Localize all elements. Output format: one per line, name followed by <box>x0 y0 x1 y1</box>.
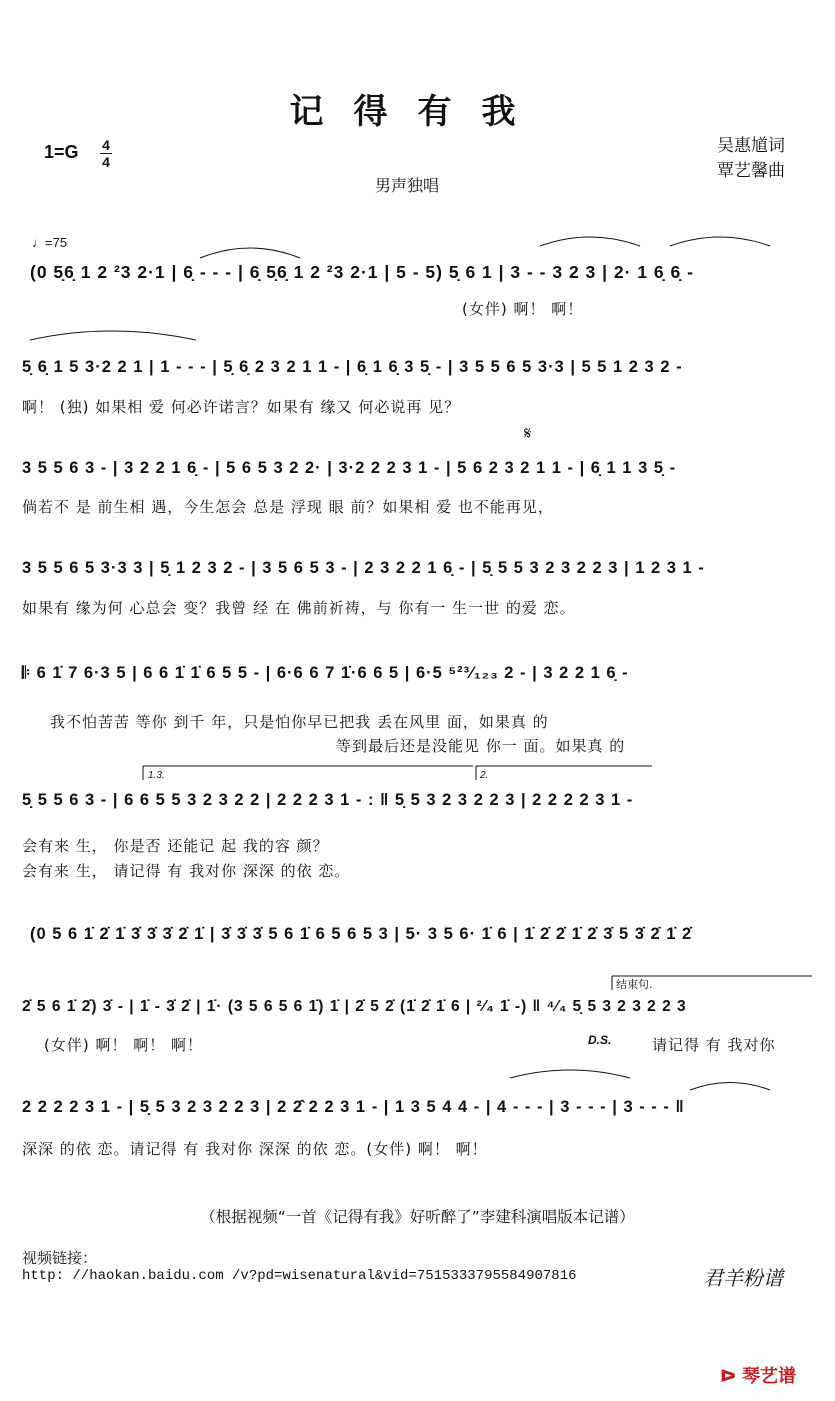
ending-2: 2. <box>480 770 489 781</box>
lyrics-row-6-verse-1: 会有来 生， 你是否 还能记 起 我的容 颜？ <box>22 837 329 855</box>
notation-row-5: 𝄆 6 1̇ 7 6·3 5 | 6 6 1̇ 1̇ 6 5 5 - | 6·6 6 7 1̇·6 6 5 | 6·5 ⁵²³⁄₁₂₃ 2 - | 3 2 2 1 6̣ - <box>22 664 629 682</box>
notation-row-3: 3 5 5 6 3 - | 3 2 2 1 6̣ - | 5 6 5 3 2 2· | 3·2 2 2 3 1 - | 5 6 2 3 2 1 1 - | 6̣ 1 1 3 5̣ - <box>22 459 677 477</box>
lyricist: 吴惠馗词 <box>717 136 785 156</box>
notation-row-4: 3 5 5 6 5 3·3 3 | 5̣ 1 2 3 2 - | 3 5 6 5 3 - | 2 3 2 2 1 6̣ - | 5̣ 5 5 3 2 3 2 2 3 | 1 2 3 1 - <box>22 559 705 577</box>
notation-row-6: 5̣ 5 5 6 3 - | 6 6 5 5 3 2 3 2 2 | 2 2 2 3 1 - : ‖ 5̣ 5 3 2 3 2 2 3 | 2 2 2 2 3 1 - <box>22 791 634 809</box>
lyrics-row-8: (女伴) 啊！ 啊！ 啊！ <box>44 1036 204 1054</box>
segno-icon: 𝄋 <box>524 424 532 444</box>
source-note: （根据视频“一首《记得有我》好听醉了”李建科演唱版本记谱） <box>200 1208 635 1226</box>
lyrics-row-5-verse-2: 等到最后还是没能见 你一 面。如果真 的 <box>336 737 626 755</box>
lyrics-row-1: (女伴) 啊！ 啊！ <box>462 300 584 318</box>
time-sig-bottom: 4 <box>102 154 110 170</box>
key-signature: 1=G <box>44 142 79 162</box>
lyrics-row-3: 倘若不 是 前生相 遇，今生怎会 总是 浮现 眼 前？如果相 爱 也不能再见， <box>22 498 554 516</box>
score-title: 记得有我 <box>289 92 546 132</box>
lyrics-row-9: 深深 的依 恋。请记得 有 我对你 深深 的依 恋。(女伴) 啊！ 啊！ <box>22 1140 488 1158</box>
notation-row-8: 2̇ 5 6 1̇ 2̇) 3̇ - | 1̇ - 3̇ 2̇ | 1̇· (3 5 6 5 6 1̇) 1̇ | 2̇ 5 2̇ (1̇ 2̇ 1̇ 6 | ²⁄₄ 1̇ -) ‖ ⁴⁄₄ 5̣ 5 3 2 3 2 2 3 <box>22 998 687 1015</box>
composer: 覃艺馨曲 <box>717 161 785 181</box>
notation-row-7: (0 5 6 1̇ 2̇ 1̇ 3̇ 3̇ 3̇ 2̇ 1̇ | 3̇ 3̇ 3̇ 5 6 1̇ 6 5 6 5 3 | 5· 3 5 6· 1̇ 6 | 1̇ 2̇ 2̇ 1̇ 2̇ 3̇ 5 3̇ 2̇ 1̇ 2̇ <box>30 925 693 943</box>
coda-label: 结束句. <box>616 978 653 991</box>
lyrics-row-4: 如果有 缘为何 心总会 变？我曾 经 在 佛前祈祷，与 你有一 生一世 的爱 恋。 <box>22 599 576 617</box>
voice-type: 男声独唱 <box>375 176 440 195</box>
notation-row-1: (0 5̣6̣ 1 2 ²3 2·1 | 6̣ - - - | 6̣ 5̣6̣ 1 2 ²3 2·1 | 5 - 5) 5̣ 6 1 | 3 - - 3 2 3 | 2· 1 6̣ 6̣ - <box>30 262 694 282</box>
video-link-label: 视频链接： <box>22 1249 98 1267</box>
ending-1-3: 1.3. <box>148 770 165 781</box>
lyrics-row-6-verse-2: 会有来 生， 请记得 有 我对你 深深 的依 恋。 <box>22 862 351 880</box>
notation-row-2: 5̣ 6̣ 1 5 3·2 2 1 | 1 - - - | 5̣ 6̣ 2 3 2 1 1 - | 6̣ 1 6̣ 3 5̣ - | 3 5 5 6 5 3·3 | 5 5 1 2 3 2 - <box>22 358 683 376</box>
brand-icon: ᐅ <box>720 1366 737 1387</box>
notation-row-9: 2 2 2 2 3 1 - | 5̣ 5 3 2 3 2 2 3 | 2 2̂ 2 2 3 1 - | 1 3 5 4 4 - | 4 - - - | 3 - - - | 3 - - - ‖ <box>22 1098 685 1116</box>
transcriber-signature: 君羊粉谱 <box>703 1266 783 1290</box>
brand-logo <box>720 1362 796 1388</box>
brand-name: 琴艺谱 <box>742 1366 796 1387</box>
lyrics-row-8-end: 请记得 有 我对你 <box>652 1036 776 1054</box>
time-sig-top: 4 <box>102 137 110 153</box>
ds-marking: D.S. <box>588 1033 612 1047</box>
tempo-mark: ♩=75 <box>32 235 68 250</box>
lyrics-row-2: 啊！ (独) 如果相 爱 何必许诺言？如果有 缘又 何必说再 见？ <box>22 398 461 416</box>
lyrics-row-5-verse-1: 我不怕苦苦 等你 到千 年，只是怕你早已把我 丢在风里 面，如果真 的 <box>50 713 549 731</box>
video-link[interactable]: http: //haokan.baidu.com /v?pd=wisenatural&vid=7515333795584907816 <box>22 1268 577 1284</box>
